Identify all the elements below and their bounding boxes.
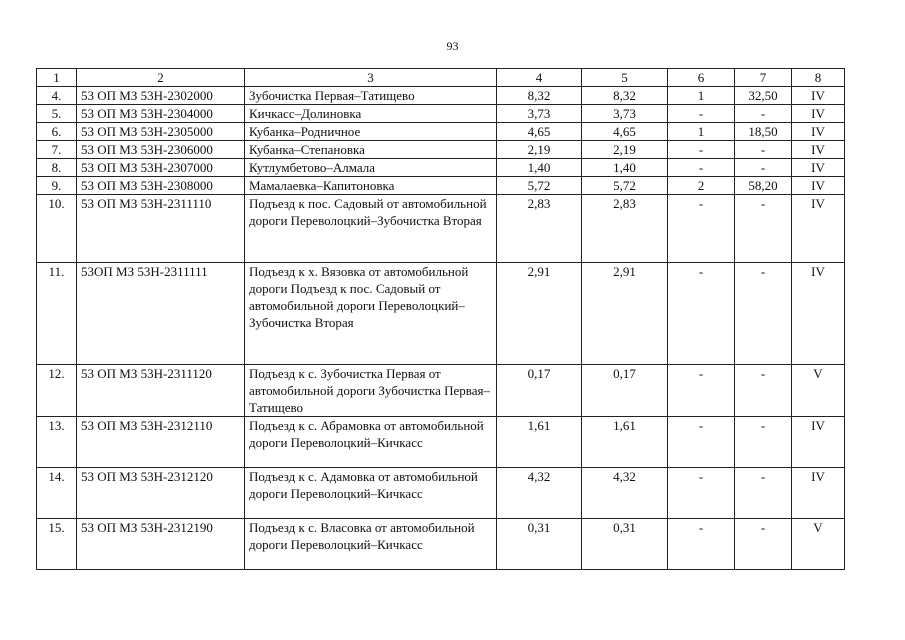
road-name-cell: Подъезд к с. Зубочистка Первая от автомобильной дороги Зубочистка Первая–Татищево (245, 365, 497, 417)
bridges-length-cell: - (735, 195, 792, 263)
bridges-length-cell: - (735, 417, 792, 468)
length-total-cell: 4,65 (497, 123, 582, 141)
category-cell: V (792, 519, 845, 570)
row-number-cell: 6. (37, 123, 77, 141)
road-name-cell: Мамалаевка–Капитоновка (245, 177, 497, 195)
header-cell: 7 (735, 69, 792, 87)
row-number-cell: 14. (37, 468, 77, 519)
category-cell: IV (792, 417, 845, 468)
row-number-cell: 10. (37, 195, 77, 263)
length-surface-cell: 2,91 (582, 263, 668, 365)
road-code-cell: 53 ОП МЗ 53Н-2311110 (77, 195, 245, 263)
road-name-cell: Кичкасс–Долиновка (245, 105, 497, 123)
road-name-cell: Кубанка–Степановка (245, 141, 497, 159)
roads-table (36, 68, 845, 570)
length-total-cell: 8,32 (497, 87, 582, 105)
bridges-count-cell: - (668, 365, 735, 417)
bridges-count-cell: - (668, 263, 735, 365)
bridges-count-cell: - (668, 195, 735, 263)
length-total-cell: 2,83 (497, 195, 582, 263)
road-code-cell: 53 ОП МЗ 53Н-2305000 (77, 123, 245, 141)
table-row (37, 519, 845, 570)
bridges-count-cell: - (668, 159, 735, 177)
row-number-cell: 11. (37, 263, 77, 365)
road-name-cell: Подъезд к пос. Садовый от автомобильной дороги Переволоцкий–Зубочистка Вторая (245, 195, 497, 263)
length-surface-cell: 4,65 (582, 123, 668, 141)
table-row (37, 87, 845, 105)
length-surface-cell: 1,40 (582, 159, 668, 177)
bridges-length-cell: - (735, 519, 792, 570)
road-name-cell: Подъезд к с. Абрамовка от автомобильной дороги Переволоцкий–Кичкасс (245, 417, 497, 468)
row-number-cell: 13. (37, 417, 77, 468)
category-cell: IV (792, 263, 845, 365)
table-row (37, 123, 845, 141)
bridges-count-cell: - (668, 417, 735, 468)
road-code-cell: 53 ОП МЗ 53Н-2312190 (77, 519, 245, 570)
category-cell: V (792, 365, 845, 417)
table-row (37, 263, 845, 365)
length-surface-cell: 0,17 (582, 365, 668, 417)
road-name-cell: Кубанка–Родничное (245, 123, 497, 141)
road-code-cell: 53 ОП МЗ 53Н-2312120 (77, 468, 245, 519)
bridges-count-cell: - (668, 105, 735, 123)
road-name-cell: Подъезд к х. Вязовка от автомобильной дороги Подъезд к пос. Садовый от автомобильной дороги Переволоцкий–Зубочистка Вторая (245, 263, 497, 365)
row-number-cell: 5. (37, 105, 77, 123)
length-total-cell: 4,32 (497, 468, 582, 519)
bridges-count-cell: 1 (668, 123, 735, 141)
road-name-cell: Подъезд к с. Власовка от автомобильной дороги Переволоцкий–Кичкасс (245, 519, 497, 570)
table-row (37, 365, 845, 417)
road-code-cell: 53 ОП МЗ 53Н-2306000 (77, 141, 245, 159)
road-code-cell: 53 ОП МЗ 53Н-2302000 (77, 87, 245, 105)
bridges-length-cell: - (735, 159, 792, 177)
page-number: 93 (446, 39, 459, 53)
length-surface-cell: 0,31 (582, 519, 668, 570)
road-code-cell: 53 ОП МЗ 53Н-2308000 (77, 177, 245, 195)
length-total-cell: 0,17 (497, 365, 582, 417)
road-code-cell: 53 ОП МЗ 53Н-2312110 (77, 417, 245, 468)
length-total-cell: 5,72 (497, 177, 582, 195)
header-cell: 3 (245, 69, 497, 87)
row-number-cell: 15. (37, 519, 77, 570)
length-surface-cell: 2,19 (582, 141, 668, 159)
length-surface-cell: 5,72 (582, 177, 668, 195)
header-cell: 4 (497, 69, 582, 87)
category-cell: IV (792, 159, 845, 177)
row-number-cell: 8. (37, 159, 77, 177)
row-number-cell: 12. (37, 365, 77, 417)
header-cell: 1 (37, 69, 77, 87)
category-cell: IV (792, 177, 845, 195)
length-total-cell: 1,40 (497, 159, 582, 177)
bridges-length-cell: 18,50 (735, 123, 792, 141)
category-cell: IV (792, 468, 845, 519)
length-surface-cell: 1,61 (582, 417, 668, 468)
bridges-count-cell: 1 (668, 87, 735, 105)
category-cell: IV (792, 87, 845, 105)
bridges-count-cell: - (668, 519, 735, 570)
table-row (37, 159, 845, 177)
category-cell: IV (792, 123, 845, 141)
bridges-length-cell: - (735, 105, 792, 123)
header-cell: 5 (582, 69, 668, 87)
row-number-cell: 9. (37, 177, 77, 195)
road-code-cell: 53ОП МЗ 53Н-2311111 (77, 263, 245, 365)
length-total-cell: 2,19 (497, 141, 582, 159)
table-row (37, 105, 845, 123)
length-total-cell: 2,91 (497, 263, 582, 365)
bridges-count-cell: - (668, 468, 735, 519)
header-cell: 2 (77, 69, 245, 87)
table-row (37, 177, 845, 195)
header-cell: 8 (792, 69, 845, 87)
category-cell: IV (792, 105, 845, 123)
length-surface-cell: 2,83 (582, 195, 668, 263)
bridges-length-cell: - (735, 263, 792, 365)
road-name-cell: Подъезд к с. Адамовка от автомобильной дороги Переволоцкий–Кичкасс (245, 468, 497, 519)
bridges-length-cell: - (735, 141, 792, 159)
bridges-length-cell: 32,50 (735, 87, 792, 105)
header-cell: 6 (668, 69, 735, 87)
bridges-length-cell: 58,20 (735, 177, 792, 195)
road-code-cell: 53 ОП МЗ 53Н-2307000 (77, 159, 245, 177)
bridges-count-cell: - (668, 141, 735, 159)
length-total-cell: 1,61 (497, 417, 582, 468)
row-number-cell: 4. (37, 87, 77, 105)
length-surface-cell: 3,73 (582, 105, 668, 123)
category-cell: IV (792, 195, 845, 263)
bridges-length-cell: - (735, 365, 792, 417)
road-code-cell: 53 ОП МЗ 53Н-2311120 (77, 365, 245, 417)
length-total-cell: 0,31 (497, 519, 582, 570)
length-surface-cell: 4,32 (582, 468, 668, 519)
bridges-length-cell: - (735, 468, 792, 519)
road-code-cell: 53 ОП МЗ 53Н-2304000 (77, 105, 245, 123)
category-cell: IV (792, 141, 845, 159)
length-total-cell: 3,73 (497, 105, 582, 123)
row-number-cell: 7. (37, 141, 77, 159)
table-row (37, 468, 845, 519)
road-name-cell: Кутлумбетово–Алмала (245, 159, 497, 177)
table-body (37, 69, 845, 570)
road-name-cell: Зубочистка Первая–Татищево (245, 87, 497, 105)
table-row (37, 195, 845, 263)
length-surface-cell: 8,32 (582, 87, 668, 105)
table-header-row (37, 69, 845, 87)
table-row (37, 417, 845, 468)
bridges-count-cell: 2 (668, 177, 735, 195)
table-row (37, 141, 845, 159)
